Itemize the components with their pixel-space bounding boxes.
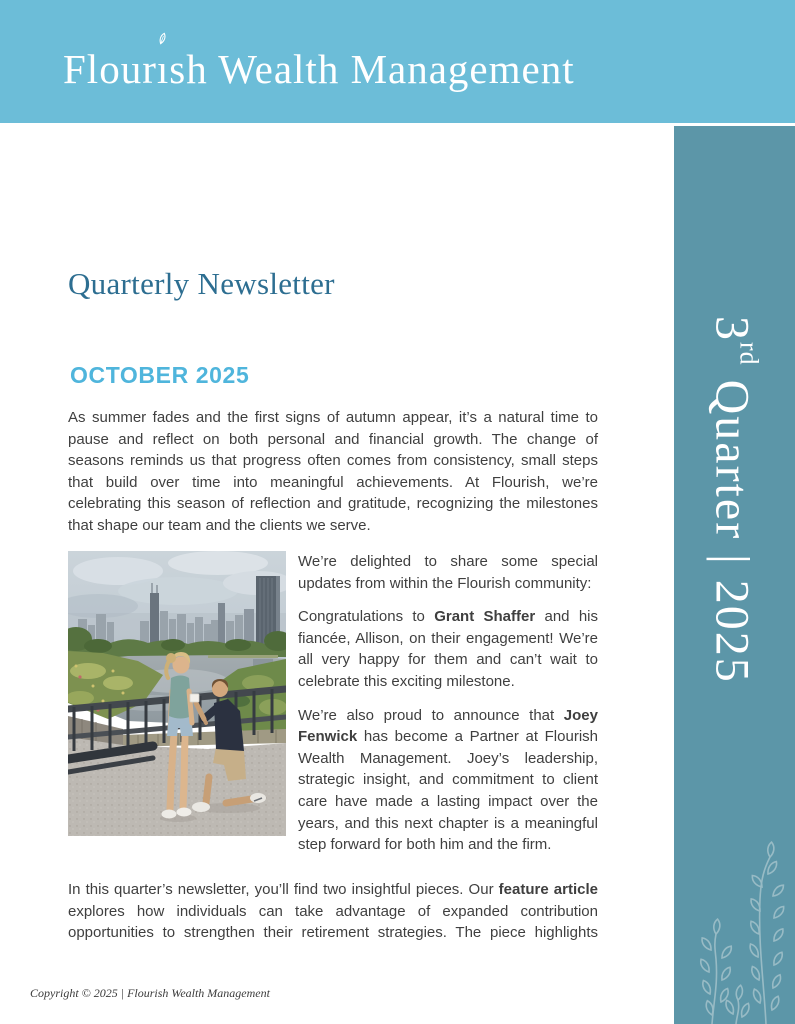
quarter-number: 3 xyxy=(705,316,759,342)
closing-text-post: explores how individuals can take advantage of expanded contribution opportunities to strengthen their retirement strategies. The piece highlights xyxy=(68,902,598,942)
closing-text-pre: In this quarter’s newsletter, you’ll find two insightful pieces. Our xyxy=(68,881,499,898)
community-updates-section xyxy=(68,551,598,868)
closing-feature-bold: feature article xyxy=(498,881,598,898)
brand-title-pre: Flour xyxy=(63,45,157,92)
newsletter-content xyxy=(68,0,598,1024)
engagement-text-pre: Congratulations to xyxy=(298,608,435,626)
brand-title-post: sh Wealth Management xyxy=(169,45,575,92)
quarter-label xyxy=(705,316,764,684)
branch-leaves-illustration xyxy=(674,824,795,1024)
copyright-footer xyxy=(30,986,270,1001)
partner-name-bold: Joey Fenwick xyxy=(298,706,598,746)
engagement-text-post: and his fiancée, Allison, on their engagement! We’re all very happy for them and can’t wait to celebrate this exciting milestone. xyxy=(298,608,598,690)
quarter-rest: Quarter | 2025 xyxy=(705,365,759,684)
engagement-photo xyxy=(68,551,286,836)
quarter-suffix: rd xyxy=(734,342,764,366)
partner-text-pre: We’re also proud to announce that xyxy=(298,706,564,724)
partner-paragraph xyxy=(298,705,598,856)
engagement-paragraph xyxy=(298,606,598,692)
page-title: Quarterly Newsletter xyxy=(68,266,335,301)
engagement-name-bold: Grant Shaffer xyxy=(434,608,536,626)
brand-title-dotless-i: ı xyxy=(156,45,170,92)
quarter-sidebar xyxy=(674,126,795,1024)
updates-intro-paragraph: We’re delighted to share some special updates from within the Flourish community: xyxy=(298,553,598,592)
copyright-text: Copyright © 2025 | Flourish Wealth Management xyxy=(30,986,270,1000)
intro-paragraph: As summer fades and the first signs of autumn appear, it’s a natural time to pause and reflect on both personal and financial growth. The change of seasons reminds us that progress often comes from consistency, small steps that build over time into meaningful achievements. At Flourish, we’re celebrating this season of reflection and gratitude, recognizing the milestones that shape our team and the clients we serve. xyxy=(68,409,598,534)
date-heading: OCTOBER 2025 xyxy=(70,362,250,388)
updates-column xyxy=(298,551,598,868)
closing-paragraph xyxy=(68,879,598,944)
partner-text-post: has become a Partner at Flourish Wealth Management. Joey’s leadership, strategic insight, and commitment to client care have made a lasting impact over the years, and this next chapter is a meaningful step forward for both him and the firm. xyxy=(298,728,598,854)
